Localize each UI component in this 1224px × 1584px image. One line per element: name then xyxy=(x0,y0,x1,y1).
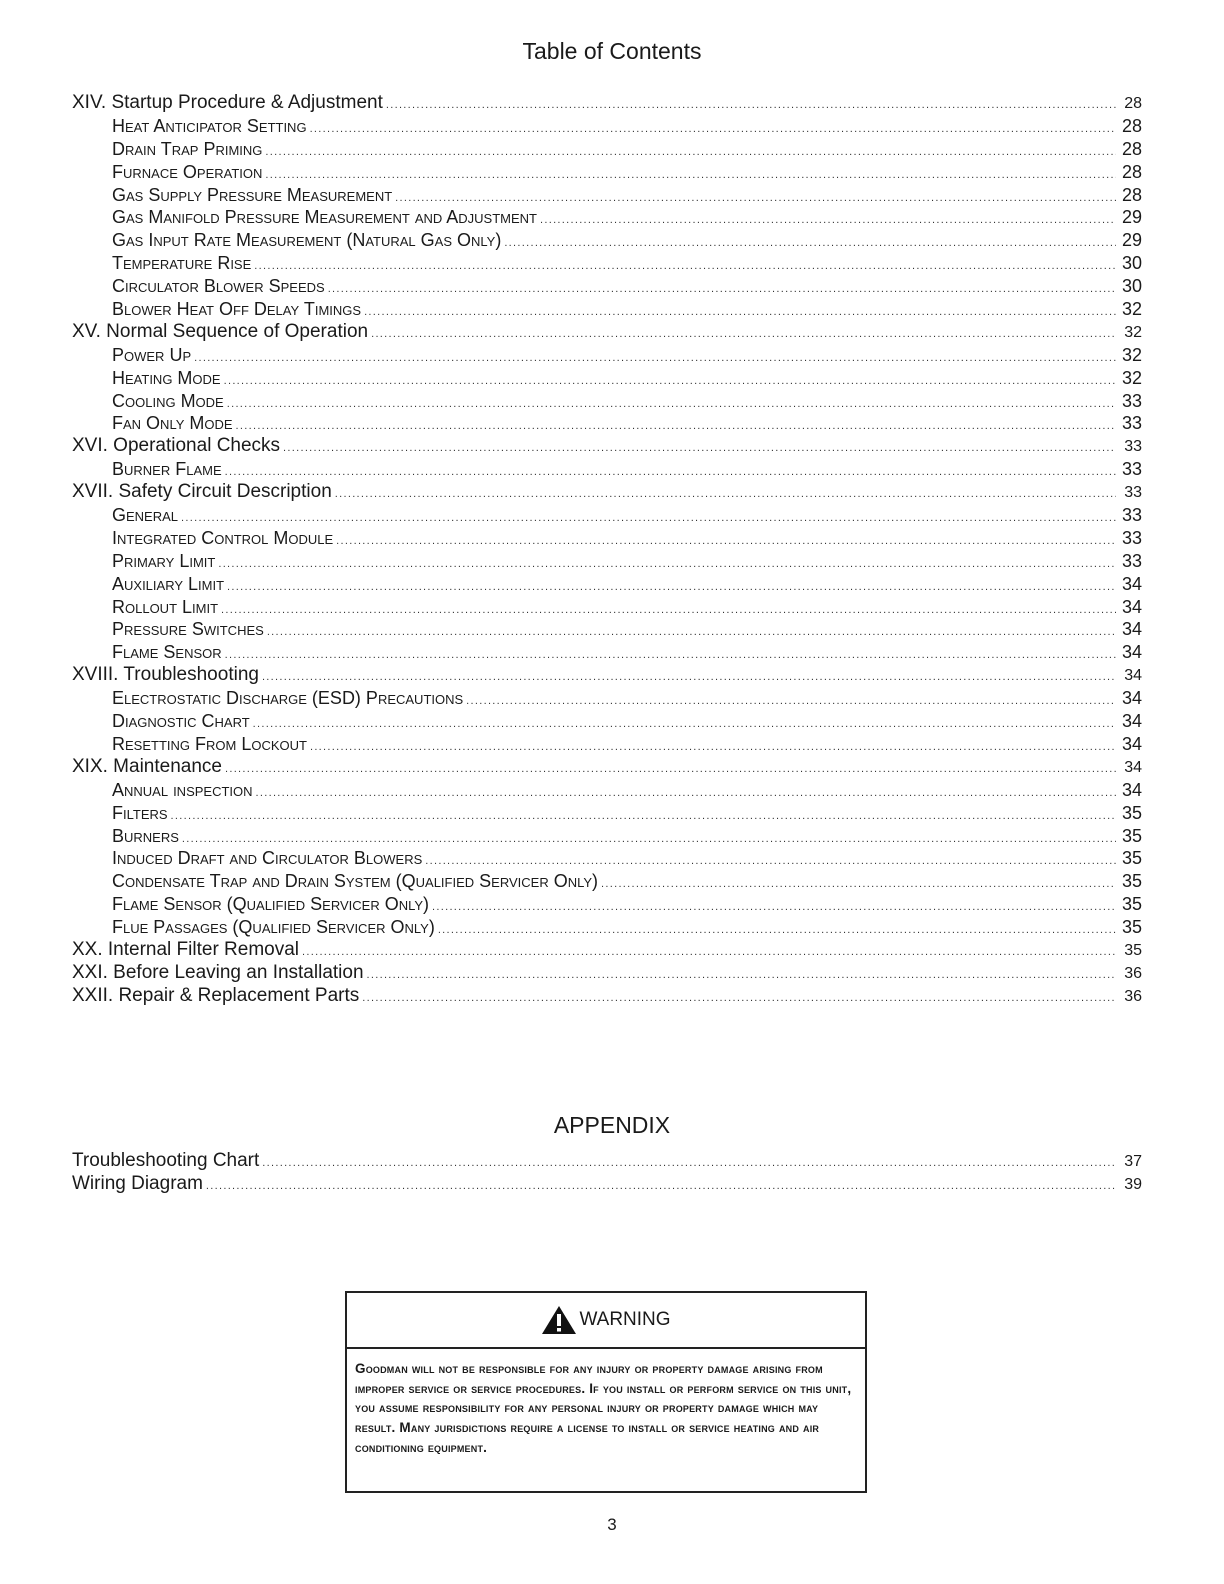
dot-leader xyxy=(267,621,1116,644)
toc-subsection-row xyxy=(72,870,1142,893)
toc-entry-page: 34 xyxy=(1121,596,1142,617)
page-number: 3 xyxy=(607,1515,617,1534)
toc-entry-label: Furnace Operation xyxy=(112,161,263,182)
toc-section-row xyxy=(72,939,1142,962)
toc-entry-page: 33 xyxy=(1121,413,1142,434)
toc-entry-page: 33 xyxy=(1124,484,1142,502)
toc-entry-page: 30 xyxy=(1121,253,1142,274)
toc-subsection-row xyxy=(72,390,1142,413)
toc-subsection-row xyxy=(72,344,1142,367)
toc-subsection-row xyxy=(72,138,1142,161)
toc-subsection-row xyxy=(72,298,1142,321)
toc-entry-label: Burner Flame xyxy=(112,459,222,480)
toc-subsection-row xyxy=(72,893,1142,916)
toc-entry-label: Wiring Diagram xyxy=(72,1172,203,1194)
toc-subsection-row xyxy=(72,206,1142,229)
toc-entry-page: 28 xyxy=(1121,184,1142,205)
toc-entry-label: Circulator Blower Speeds xyxy=(112,276,325,297)
toc-entry-page: 34 xyxy=(1124,667,1142,685)
toc-entry-page: 29 xyxy=(1121,230,1142,251)
toc-subsection-row xyxy=(72,641,1142,664)
dot-leader xyxy=(218,553,1116,576)
toc-subsection-row xyxy=(72,779,1142,802)
toc-subsection-row xyxy=(72,367,1142,390)
toc-subsection-row xyxy=(72,733,1142,756)
toc-entry-page: 33 xyxy=(1121,505,1142,526)
appendix-title: APPENDIX xyxy=(553,1112,671,1138)
toc-entry-page: 28 xyxy=(1121,115,1142,136)
toc-entry-label: Auxiliary Limit xyxy=(112,573,225,594)
toc-entry-label: Gas Supply Pressure Measurement xyxy=(112,184,393,205)
toc-subsection-row xyxy=(72,252,1142,275)
toc-entry-page: 35 xyxy=(1121,894,1142,915)
toc-entry-page: 33 xyxy=(1121,459,1142,480)
toc-section-row xyxy=(72,664,1142,687)
warning-header xyxy=(347,1293,865,1349)
toc-entry-page: 33 xyxy=(1121,390,1142,411)
toc-subsection-row xyxy=(72,184,1142,207)
toc-entry-label: Fan Only Mode xyxy=(112,413,233,434)
dot-leader xyxy=(328,278,1116,301)
toc-subsection-row xyxy=(72,802,1142,825)
toc-entry-label: Annual inspection xyxy=(112,779,253,800)
toc-section-row xyxy=(72,435,1142,458)
dot-leader xyxy=(265,141,1116,164)
toc-entry-label: Gas Manifold Pressure Measurement and Adjustment xyxy=(112,207,537,228)
toc-subsection-row xyxy=(72,412,1142,435)
dot-leader xyxy=(371,323,1116,346)
toc-section-row xyxy=(72,321,1142,344)
toc-entry-label: Primary Limit xyxy=(112,550,216,571)
toc-subsection-row xyxy=(72,710,1142,733)
toc-entry-label: XV. Normal Sequence of Operation xyxy=(72,320,369,342)
toc-entry-page: 32 xyxy=(1121,344,1142,365)
toc-entry-page: 30 xyxy=(1121,276,1142,297)
toc-entry-label: Flame Sensor (Qualified Servicer Only) xyxy=(112,894,430,915)
toc-subsection-row xyxy=(72,916,1142,939)
toc-subsection-row xyxy=(72,504,1142,527)
toc-entry-label: Flame Sensor xyxy=(112,642,222,663)
dot-leader xyxy=(362,987,1116,1010)
warning-box xyxy=(345,1291,867,1493)
toc-entry-page: 35 xyxy=(1121,825,1142,846)
toc-entry-label: XVI. Operational Checks xyxy=(72,435,281,457)
toc-entry-page: 34 xyxy=(1121,733,1142,754)
toc-entry-page: 36 xyxy=(1124,987,1142,1005)
toc-entry-page: 33 xyxy=(1124,438,1142,456)
dot-leader xyxy=(335,483,1116,506)
toc-entry-page: 37 xyxy=(1124,1153,1142,1170)
dot-leader xyxy=(283,437,1116,460)
dot-leader xyxy=(310,118,1116,141)
toc-entry-page: 28 xyxy=(1121,161,1142,182)
dot-leader xyxy=(367,964,1116,987)
toc-subsection-row xyxy=(72,229,1142,252)
appendix-list xyxy=(72,1150,1142,1196)
dot-leader xyxy=(254,255,1116,278)
toc-section-row xyxy=(72,92,1142,115)
toc-entry-page: 35 xyxy=(1121,871,1142,892)
toc-entry-label: XVII. Safety Circuit Description xyxy=(72,481,332,503)
toc-entry-page: 35 xyxy=(1124,941,1142,959)
toc-section-row xyxy=(72,756,1142,779)
toc-entry-label: Heating Mode xyxy=(112,367,221,388)
toc-entry-label: Diagnostic Chart xyxy=(112,711,250,732)
toc-entry-page: 34 xyxy=(1121,711,1142,732)
toc-section-row xyxy=(72,1173,1142,1196)
toc-entry-label: Integrated Control Module xyxy=(112,527,334,548)
toc-entry-label: Power Up xyxy=(112,344,192,365)
toc-entry-label: Electrostatic Discharge (ESD) Precautions xyxy=(112,688,464,709)
toc-entry-page: 35 xyxy=(1121,802,1142,823)
toc-entry-label: Rollout Limit xyxy=(112,596,219,617)
toc-section-row xyxy=(72,985,1142,1008)
toc-entry-label: XVIII. Troubleshooting xyxy=(72,664,259,686)
toc-entry-page: 33 xyxy=(1121,550,1142,571)
dot-leader xyxy=(194,347,1116,370)
warning-heading: WARNING xyxy=(579,1309,671,1330)
toc-entry-page: 35 xyxy=(1121,917,1142,938)
toc-entry-page: 29 xyxy=(1121,207,1142,228)
dot-leader xyxy=(466,690,1116,713)
toc-entry-label: XX. Internal Filter Removal xyxy=(72,938,300,960)
toc-subsection-row xyxy=(72,527,1142,550)
dot-leader xyxy=(432,896,1116,919)
toc-entry-label: XXII. Repair & Replacement Parts xyxy=(72,984,360,1006)
dot-leader xyxy=(225,644,1116,667)
toc-entry-label: Heat Anticipator Setting xyxy=(112,115,307,136)
toc-entry-label: Filters xyxy=(112,802,168,823)
toc-entry-label: Temperature Rise xyxy=(112,253,252,274)
toc-entry-label: Cooling Mode xyxy=(112,390,224,411)
toc-subsection-row xyxy=(72,550,1142,573)
toc-entry-page: 32 xyxy=(1121,367,1142,388)
dot-leader xyxy=(262,666,1116,689)
toc-entry-label: Induced Draft and Circulator Blowers xyxy=(112,848,423,869)
toc-entry-label: XIX. Maintenance xyxy=(72,755,222,777)
toc-entry-label: Drain Trap Priming xyxy=(112,138,263,159)
toc-entry-label: Condensate Trap and Drain System (Qualified Servicer Only) xyxy=(112,871,599,892)
toc-subsection-row xyxy=(72,458,1142,481)
toc-subsection-row xyxy=(72,847,1142,870)
toc-entry-page: 34 xyxy=(1124,758,1142,776)
dot-leader xyxy=(438,919,1116,942)
toc-entry-label: XXI. Before Leaving an Installation xyxy=(72,961,364,983)
toc-entry-page: 34 xyxy=(1121,573,1142,594)
toc-section-row xyxy=(72,481,1142,504)
toc-subsection-row xyxy=(72,618,1142,641)
dot-leader xyxy=(310,736,1116,759)
dot-leader xyxy=(227,576,1116,599)
dot-leader xyxy=(227,393,1116,416)
toc-section-row xyxy=(72,962,1142,985)
toc-entry-label: Blower Heat Off Delay Timings xyxy=(112,299,362,320)
toc-entry-label: Flue Passages (Qualified Servicer Only) xyxy=(112,917,435,938)
dot-leader xyxy=(236,415,1116,438)
toc-entry-label: Burners xyxy=(112,825,179,846)
toc-section-row xyxy=(72,1150,1142,1173)
toc-entry-page: 34 xyxy=(1121,688,1142,709)
dot-leader xyxy=(225,461,1116,484)
toc-entry-page: 36 xyxy=(1124,964,1142,982)
dot-leader xyxy=(601,873,1116,896)
dot-leader xyxy=(221,599,1116,622)
toc-subsection-row xyxy=(72,573,1142,596)
toc-entry-label: Resetting From Lockout xyxy=(112,733,307,754)
toc-entry-label: General xyxy=(112,505,179,526)
dot-leader xyxy=(540,209,1116,232)
dot-leader xyxy=(262,1152,1116,1175)
toc-entry-page: 32 xyxy=(1124,323,1142,341)
toc-entry-label: Troubleshooting Chart xyxy=(72,1150,260,1171)
dot-leader xyxy=(224,370,1116,393)
toc-entry-label: Pressure Switches xyxy=(112,619,264,640)
toc-entry-page: 34 xyxy=(1121,642,1142,663)
toc-subsection-row xyxy=(72,161,1142,184)
dot-leader xyxy=(206,1175,1116,1198)
toc-entry-page: 34 xyxy=(1121,619,1142,640)
dot-leader xyxy=(225,758,1116,781)
toc-list xyxy=(72,92,1142,1008)
warning-text: Goodman will not be responsible for any injury or property damage arising from improper service or service procedures. If you install or perform service on this unit, you assume responsibility for any personal injury or property damage which may result. Many jurisdictions require a license to install or service heating and air conditioning equipment. xyxy=(355,1361,852,1455)
dot-leader xyxy=(504,232,1116,255)
toc-subsection-row xyxy=(72,275,1142,298)
toc-entry-page: 33 xyxy=(1121,527,1142,548)
toc-entry-label: XIV. Startup Procedure & Adjustment xyxy=(72,92,383,113)
toc-subsection-row xyxy=(72,825,1142,848)
toc-entry-page: 35 xyxy=(1121,848,1142,869)
dot-leader xyxy=(265,164,1116,187)
toc-entry-label: Gas Input Rate Measurement (Natural Gas Only) xyxy=(112,230,502,251)
toc-subsection-row xyxy=(72,687,1142,710)
toc-entry-page: 28 xyxy=(1121,138,1142,159)
dot-leader xyxy=(256,782,1116,805)
toc-subsection-row xyxy=(72,596,1142,619)
dot-leader xyxy=(253,713,1116,736)
dot-leader xyxy=(386,94,1116,117)
dot-leader xyxy=(302,941,1116,964)
toc-entry-page: 39 xyxy=(1124,1175,1142,1193)
toc-entry-page: 34 xyxy=(1121,779,1142,800)
toc-entry-page: 28 xyxy=(1124,95,1142,112)
dot-leader xyxy=(336,530,1116,553)
toc-entry-page: 32 xyxy=(1121,299,1142,320)
page-title: Table of Contents xyxy=(522,38,702,64)
dot-leader xyxy=(364,301,1116,324)
dot-leader xyxy=(171,805,1116,828)
warning-triangle-icon xyxy=(541,1305,577,1335)
toc-subsection-row xyxy=(72,115,1142,138)
